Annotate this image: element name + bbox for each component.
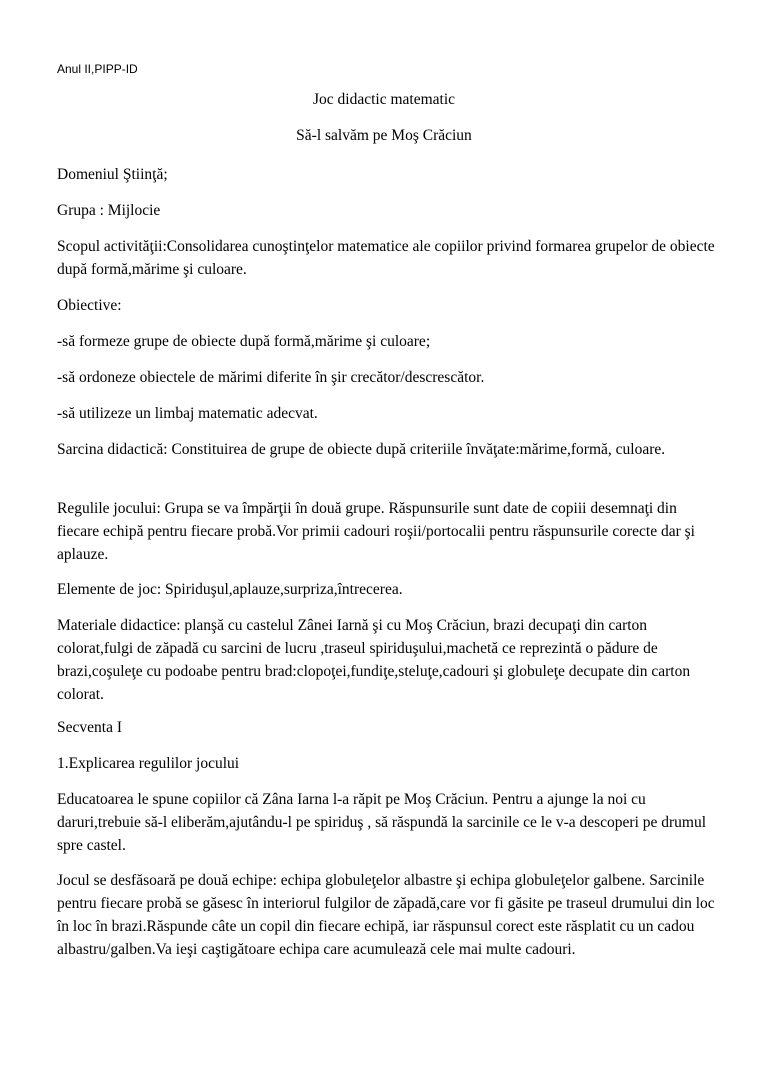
paragraph-story: Educatoarea le spune copiilor că Zâna Iarna l-a răpit pe Moş Crăciun. Pentru a ajunge la noi cu daruri,trebuie să-l eliberăm,ajutându-l pe spiriduş , să răspundă la sarcinile ce le v-a descoperi pe drumul spre castel. — [57, 791, 707, 854]
paragraph-objective-1: -să formeze grupe de obiecte după formă,mărime şi culoare; — [57, 333, 431, 350]
paragraph-objective-3: -să utilizeze un limbaj matematic adecvat. — [57, 405, 318, 422]
paragraph-purpose: Scopul activităţii:Consolidarea cunoştinţelor matematice ale copiilor privind formarea grupelor de obiecte după formă,mărime şi culoare. — [57, 238, 715, 278]
paragraph-game-rules: Regulile jocului: Grupa se va împărţii în două grupe. Răspunsurile sunt date de copiii desemnaţi din fiecare echipă pentru fiecare probă.Vor primii cadouri roşii/portocalii pentru răspunsurile corecte dar şi aplauze. — [57, 500, 695, 563]
paragraph-group: Grupa : Mijlocie — [57, 202, 161, 219]
paragraph-game-flow: Jocul se desfăsoară pe două echipe: echipa globuleţelor albastre şi echipa globuleţelor galbene. Sarcinile pentru fiecare probă se găsesc în interiorul fulgilor de zăpadă,care vor fi găsite pe traseul drumului din loc în loc în brazi.Răspunde câte un copil din fiecare echipă, iar răspunsul corect este răsplatit cu un cadou albastru/galben.Va ieşi caştigătoare echipa care acumulează cele mai multe cadouri. — [57, 872, 715, 958]
paragraph-objective-2: -să ordoneze obiectele de mărimi diferite în şir crecător/descrescător. — [57, 369, 485, 386]
paragraph-sequence-heading: Secventa I — [57, 719, 122, 736]
paragraph-rules-explanation: 1.Explicarea regulilor jocului — [57, 755, 240, 772]
document-subtitle: Să-l salvăm pe Moş Crăciun — [296, 127, 472, 144]
paragraph-game-elements: Elemente de joc: Spiriduşul,aplauze,surpriza,întrecerea. — [57, 581, 403, 598]
paragraph-domain: Domeniul Ştiinţă; — [57, 166, 168, 183]
paragraph-didactic-task: Sarcina didactică: Constituirea de grupe de obiecte după criteriile învăţate:mărime,formă, culoare. — [57, 441, 666, 458]
document-title: Joc didactic matematic — [312, 91, 456, 108]
paragraph-materials: Materiale didactice: planşă cu castelul Zânei Iarnă şi cu Moş Crăciun, brazi decupaţi din carton colorat,fulgi de zăpadă cu sarcini de lucru ,traseul spiriduşului,machetă ce reprezintă o pădure de brazi,coşuleţe cu podoabe pentru brad:clopoţei,fundiţe,steluţe,cadouri şi globuleţe decupate din carton colorat. — [57, 617, 691, 703]
paragraph-objectives-heading: Obiective: — [57, 297, 122, 314]
page-header: Anul II,PIPP-ID — [57, 62, 138, 76]
